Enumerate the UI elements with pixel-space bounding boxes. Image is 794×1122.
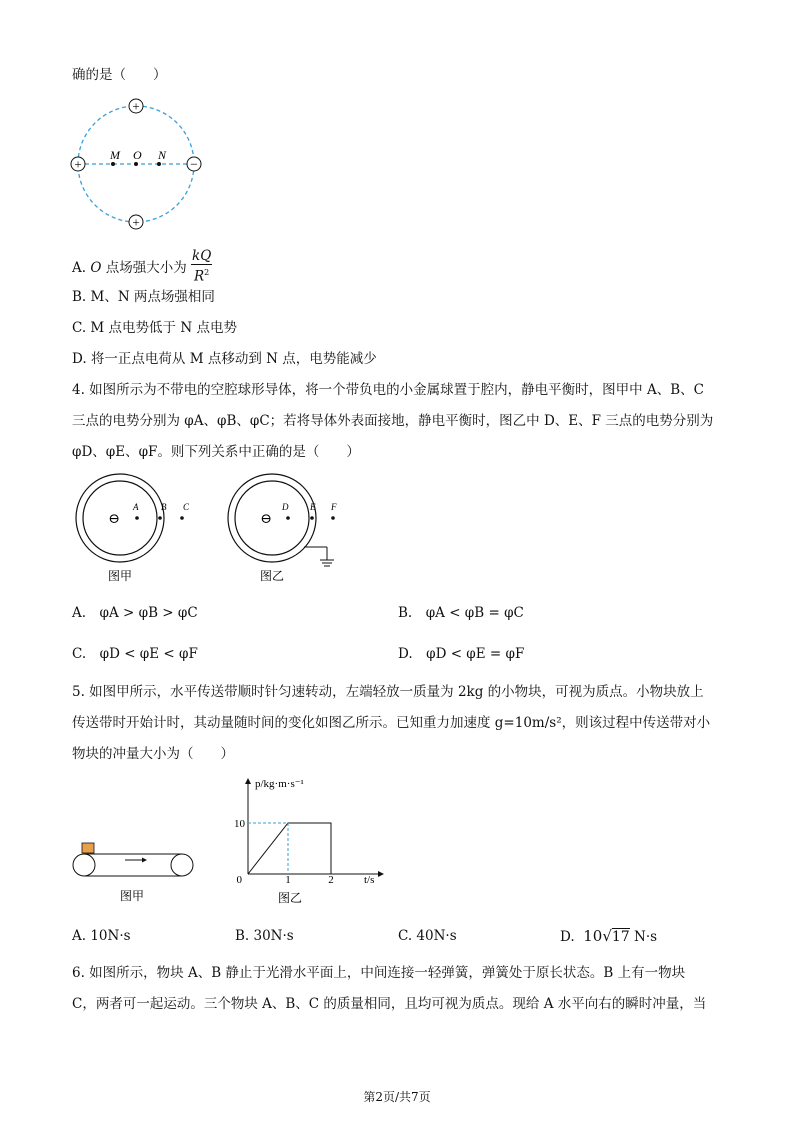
q5-option-a[interactable]: A. 10N·s xyxy=(72,928,131,944)
fraction-numerator: kQ xyxy=(192,248,212,264)
point-c xyxy=(180,516,184,520)
point-n xyxy=(157,162,161,166)
negative-ball-icon: ⊖ xyxy=(260,512,272,527)
q3-option-c[interactable]: C. M 点电势低于 N 点电势 xyxy=(72,320,237,336)
option-a-var: O xyxy=(90,259,102,276)
positive-charge-bottom xyxy=(129,215,143,230)
label-m: M xyxy=(110,148,120,162)
svg-text:A: A xyxy=(133,502,139,512)
caption-yi: 图乙 xyxy=(259,569,285,583)
svg-text:B: B xyxy=(161,502,167,512)
graph-tick-2: 2 xyxy=(328,874,334,886)
svg-text:F: F xyxy=(331,502,337,512)
graph-tick-1: 1 xyxy=(285,874,291,886)
q5-option-d[interactable] xyxy=(560,927,657,946)
option-a-fraction xyxy=(191,248,212,285)
svg-text:D: D xyxy=(282,502,289,512)
point-f xyxy=(331,516,335,520)
graph-xlabel: t/s xyxy=(364,874,375,886)
option-d-unit: N·s xyxy=(634,929,658,945)
q3-option-a[interactable] xyxy=(72,250,212,287)
q4-option-d[interactable]: D. φD < φE = φF xyxy=(398,646,525,662)
point-b xyxy=(158,516,162,520)
svg-text:−: − xyxy=(190,156,198,172)
q3-charge-circle-figure xyxy=(68,96,208,230)
q4-option-b[interactable]: B. φA < φB = φC xyxy=(398,605,524,621)
q5-option-b[interactable]: B. 30N·s xyxy=(235,928,294,944)
caption-jia: 图甲 xyxy=(107,569,133,583)
q3-option-d[interactable]: D. 将一正点电荷从 M 点移动到 N 点，电势能减少 xyxy=(72,351,377,367)
q5-conveyor-figure xyxy=(70,838,200,908)
q4-stem-line1: 4. 如图所示为不带电的空腔球形导体，将一个带负电的小金属球置于腔内，静电平衡时，图甲中 A、B、C xyxy=(72,382,704,398)
caption-yi: 图乙 xyxy=(277,891,303,905)
svg-text:E: E xyxy=(310,502,316,512)
q3-option-b[interactable]: B. M、N 两点场强相同 xyxy=(72,289,215,305)
ground-icon xyxy=(304,547,334,566)
label-o: O xyxy=(133,148,142,162)
q4-stem-line3: φD、φE、φF。则下列关系中正确的是（ ） xyxy=(72,444,360,460)
q4-stem-line2: 三点的电势分别为 φA、φB、φC；若将导体外表面接地，静电平衡时，图乙中 D、E、F 三点的电势分别为 xyxy=(72,413,714,429)
option-d-coefficient: 10 xyxy=(583,927,603,945)
q5-option-c[interactable]: C. 40N·s xyxy=(398,928,457,944)
sqrt-icon: √ xyxy=(602,927,612,945)
svg-text:+: + xyxy=(74,156,82,172)
fraction-exponent: 2 xyxy=(204,268,210,277)
point-o xyxy=(134,162,138,166)
option-d-prefix: D. xyxy=(560,929,575,945)
positive-charge-left xyxy=(71,157,85,172)
graph-ylabel: p/kg·m·s⁻¹ xyxy=(255,778,304,790)
negative-charge-right xyxy=(187,157,201,172)
graph-origin: 0 xyxy=(236,874,242,886)
q4-option-c[interactable]: C. φD < φE < φF xyxy=(72,646,198,662)
svg-text:+: + xyxy=(132,98,140,114)
q5-momentum-graph xyxy=(228,770,388,908)
point-a xyxy=(135,516,139,520)
point-m xyxy=(111,162,115,166)
svg-text:C: C xyxy=(183,502,190,512)
svg-text:+: + xyxy=(132,214,140,230)
graph-tick-10: 10 xyxy=(234,818,245,830)
point-e xyxy=(310,516,314,520)
caption-jia: 图甲 xyxy=(119,889,145,903)
option-d-radicand: 17 xyxy=(611,929,630,945)
q5-stem-line2: 传送带时开始计时，其动量随时间的变化如图乙所示。已知重力加速度 g=10m/s²，则该过程中传送带对小 xyxy=(72,715,711,731)
option-a-text: 点场强大小为 xyxy=(101,259,187,276)
q5-stem-line3: 物块的冲量大小为（ ） xyxy=(72,746,234,762)
q6-stem-line2: C，两者可一起运动。三个物块 A、B、C 的质量相同，且均可视为质点。现给 A 水平向右的瞬时冲量，当 xyxy=(72,996,707,1012)
q4-figure-yi xyxy=(224,472,354,584)
q6-stem-line1: 6. 如图所示，物块 A、B 静止于光滑水平面上，中间连接一轻弹簧，弹簧处于原长状态。B 上有一物块 xyxy=(72,965,686,981)
option-a-prefix: A. xyxy=(72,259,91,276)
point-d xyxy=(286,516,290,520)
q5-stem-line1: 5. 如图甲所示，水平传送带顺时针匀速转动，左端轻放一质量为 2kg 的小物块，可视为质点。小物块放上 xyxy=(72,684,704,700)
block-icon xyxy=(82,843,94,853)
q4-figure-jia xyxy=(72,472,202,584)
page-footer: 第2页/共7页 xyxy=(363,1090,431,1104)
positive-charge-top xyxy=(129,99,143,114)
negative-ball-icon: ⊖ xyxy=(108,512,120,527)
q3-stem-tail: 确的是（ ） xyxy=(72,67,167,83)
fraction-denominator: R xyxy=(194,268,205,285)
q4-option-a[interactable]: A. φA > φB > φC xyxy=(72,605,198,621)
label-n: N xyxy=(158,148,167,162)
